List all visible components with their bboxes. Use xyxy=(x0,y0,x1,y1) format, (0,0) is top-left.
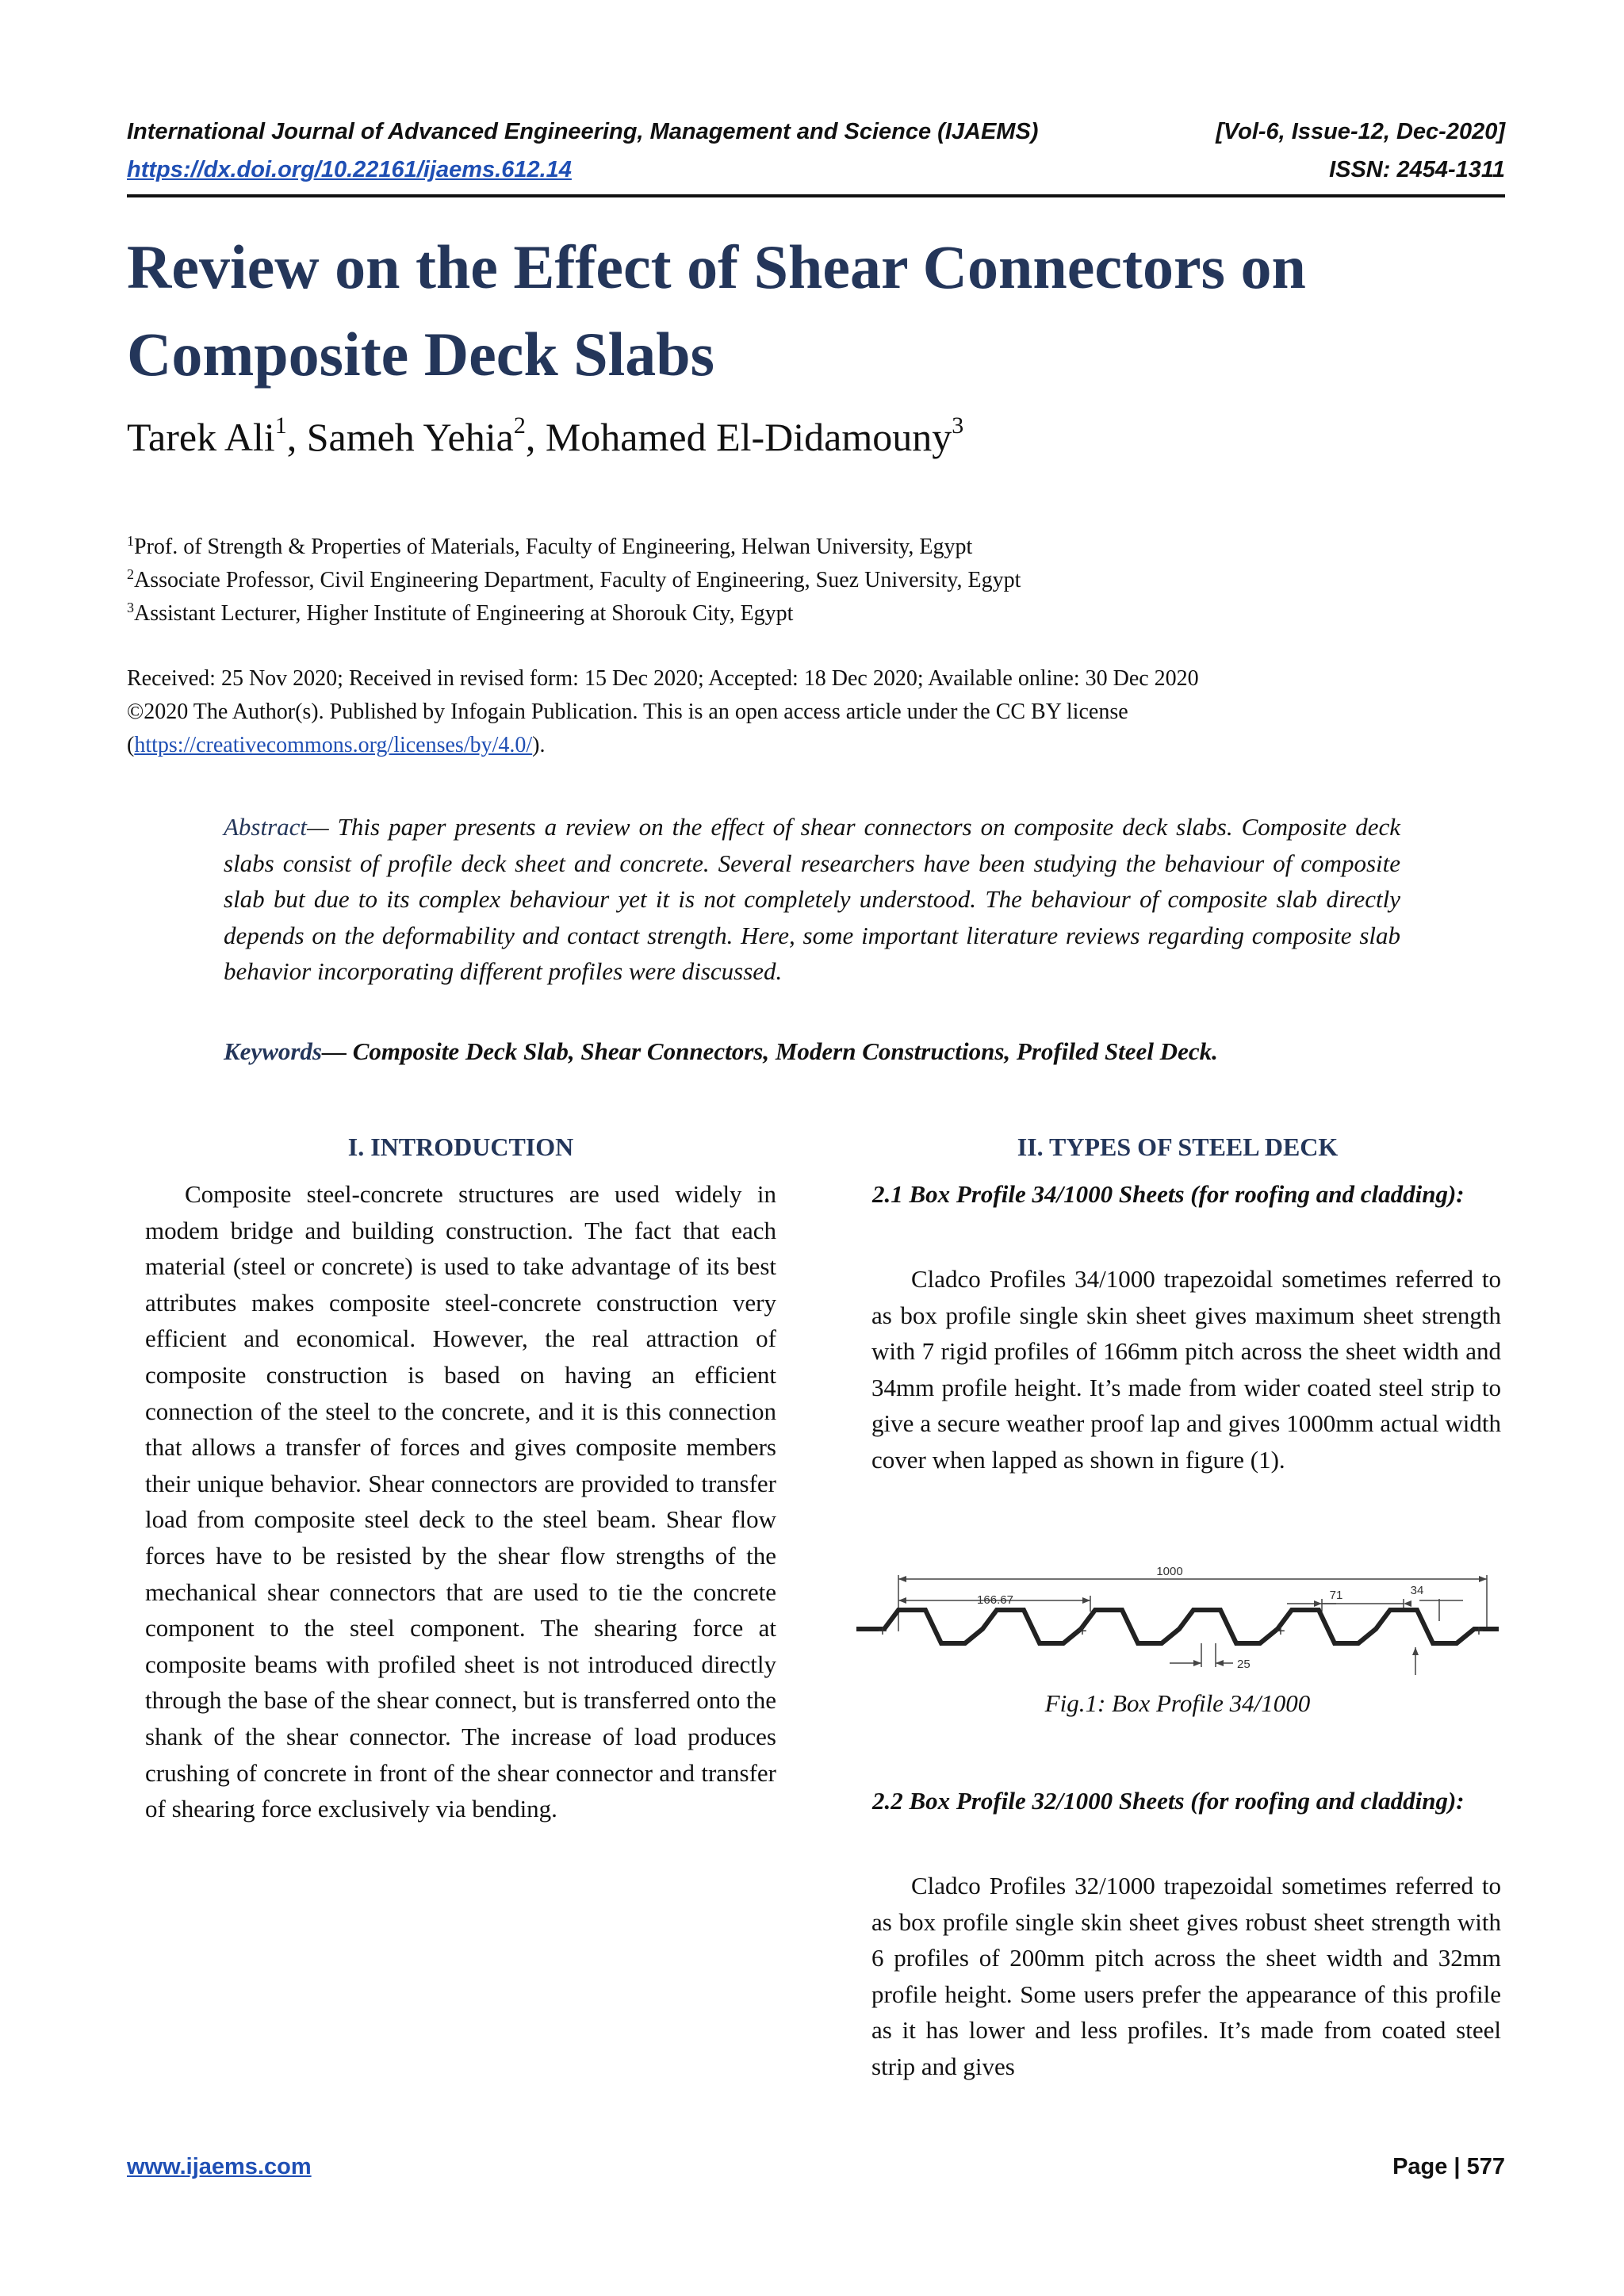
affiliation-2 xyxy=(127,568,1021,593)
subsection-2-1-paragraph: Cladco Profiles 34/1000 trapezoidal sometimes referred to as box profile single skin sheet gives maximum sheet strength with 7 rigid profiles of 166mm pitch across the sheet width and 34mm profile height. It’s made from wider coated steel strip to give a secure weather proof lap and gives 1000mm actual width cover when lapped as shown in figure (1). xyxy=(871,1265,1501,1474)
svg-text:+: + xyxy=(878,1623,887,1640)
dimension-labels xyxy=(977,1565,1423,1671)
issn: ISSN: 2454-1311 xyxy=(1329,157,1505,182)
license-paren: ( xyxy=(127,733,135,757)
journal-name: International Journal of Advanced Engineering, Management and Science (IJAEMS) xyxy=(127,119,1039,144)
copyright-line: ©2020 The Author(s). Published by Infogain Publication. This is an open access article under the CC BY license xyxy=(127,700,1128,724)
author-sep: , xyxy=(286,415,307,459)
affiliation-3 xyxy=(127,601,793,627)
author-name: Tarek Ali xyxy=(127,415,275,459)
dim-label-height: 34 xyxy=(1410,1584,1424,1597)
subsection-2-2-paragraph: Cladco Profiles 32/1000 trapezoidal sometimes referred to as box profile single skin sheet gives robust sheet strength with 6 profiles of 200mm pitch across the sheet width and 32mm profile height. Some users prefer the appearance of this profile as it has lower and less profiles. It’s made from coated steel strip and gives xyxy=(871,1872,1501,2080)
abstract-label: Abstract xyxy=(224,813,308,841)
author-name: Sameh Yehia xyxy=(306,415,514,459)
section-heading-types-of-steel-deck: II. TYPES OF STEEL DECK xyxy=(1017,1133,1339,1161)
license-paren: ). xyxy=(532,733,546,757)
paper-title: Review on the Effect of Shear Connectors on Composite Deck Slabs xyxy=(127,232,1306,389)
affiliation-text: Prof. of Strength & Properties of Materials, Faculty of Engineering, Helwan University, Egypt xyxy=(134,535,973,559)
introduction-body xyxy=(145,1176,776,1827)
received-dates: Received: 25 Nov 2020; Received in revised form: 15 Dec 2020; Accepted: 18 Dec 2020; Available online: 30 Dec 2020 xyxy=(127,666,1199,691)
section-heading-introduction: I. INTRODUCTION xyxy=(347,1133,574,1161)
license-link[interactable]: https://creativecommons.org/licenses/by/4.0/ xyxy=(134,733,533,757)
author-sup: 2 xyxy=(513,412,526,439)
author-sep: , xyxy=(525,415,546,459)
keywords-text: — Composite Deck Slab, Shear Connectors, Modern Constructions, Profiled Steel Deck. xyxy=(322,1037,1218,1065)
introduction-paragraph: Composite steel-concrete structures are used widely in modem bridge and building construction. The fact that each material (steel or concrete) is used to take advantage of its best attributes makes composite steel-concrete construction very efficient and economical. However, the real attraction of composite construction is based on having an efficient connection of the steel to the concrete, and it is this connection that allows a transfer of forces and gives composite members their unique behavior. Shear connectors are provided to transfer load from composite steel deck to the steel beam. Shear flow forces have to be resisted by the shear flow strengths of the mechanical shear connectors that are used to tie the concrete component to the steel component. The shearing force at composite beams with profiled sheet is not introduced directly through the base of the shear connect, but is transferred onto the shank of the shear connector. The increase of load produces crushing of concrete in front of the shear connector and transfer of shearing force exclusively via bending. xyxy=(145,1180,776,1823)
author-list xyxy=(127,414,963,460)
footer-site-link[interactable]: www.ijaems.com xyxy=(127,2154,312,2179)
subsection-2-1-heading: 2.1 Box Profile 34/1000 Sheets (for roofing and cladding): xyxy=(872,1180,1465,1208)
abstract-text: This paper presents a review on the effect of shear connectors on composite deck slabs. Composite deck slabs consist of profile deck sheet and concrete. Several researchers have been studying the behaviour of composite slab but due to its complex behaviour yet it is not completely understood. The behaviour of composite slab directly depends on the deformability and contact strength. Here, some important literature reviews regarding composite slab behavior incorporating different profiles were discussed. xyxy=(224,813,1400,985)
header-rule xyxy=(127,194,1505,197)
subsection-2-1-body xyxy=(871,1261,1501,1478)
author-sup: 3 xyxy=(952,412,964,439)
affiliation-text: Associate Professor, Civil Engineering Department, Faculty of Engineering, Suez University, Egypt xyxy=(134,568,1021,592)
deck-profile-outline xyxy=(856,1610,1499,1643)
figure-caption: Fig.1: Box Profile 34/1000 xyxy=(1044,1689,1311,1717)
svg-text:+: + xyxy=(1474,1623,1484,1640)
affiliation-sup: 2 xyxy=(127,566,134,582)
keywords-label: Keywords xyxy=(224,1037,322,1065)
dim-label-top: 71 xyxy=(1329,1589,1343,1602)
svg-text:+: + xyxy=(1078,1623,1087,1640)
svg-text:+: + xyxy=(1276,1623,1285,1640)
subsection-2-2-heading: 2.2 Box Profile 32/1000 Sheets (for roofing and cladding): xyxy=(872,1787,1465,1815)
volume-issue: [Vol-6, Issue-12, Dec-2020] xyxy=(1216,119,1505,144)
affiliation-1 xyxy=(127,535,972,560)
subsection-2-2-body xyxy=(871,1868,1501,2085)
keywords xyxy=(224,1037,1413,1066)
page-number: Page | 577 xyxy=(1392,2154,1505,2179)
author-name: Mohamed El-Didamouny xyxy=(545,415,952,459)
dim-label-width: 1000 xyxy=(1156,1565,1183,1578)
license-line xyxy=(127,733,546,758)
affiliation-sup: 3 xyxy=(127,600,134,615)
affiliation-text: Assistant Lecturer, Higher Institute of Engineering at Shorouk City, Egypt xyxy=(134,601,794,626)
abstract-dash: — xyxy=(307,813,338,841)
author-sup: 1 xyxy=(274,412,287,439)
affiliation-sup: 1 xyxy=(127,533,134,549)
dim-label-bottom: 25 xyxy=(1237,1658,1251,1671)
abstract xyxy=(224,809,1400,990)
dim-label-pitch: 166.67 xyxy=(977,1593,1013,1607)
doi-link[interactable]: https://dx.doi.org/10.22161/ijaems.612.14 xyxy=(127,157,572,182)
box-profile-figure xyxy=(852,1564,1503,1683)
